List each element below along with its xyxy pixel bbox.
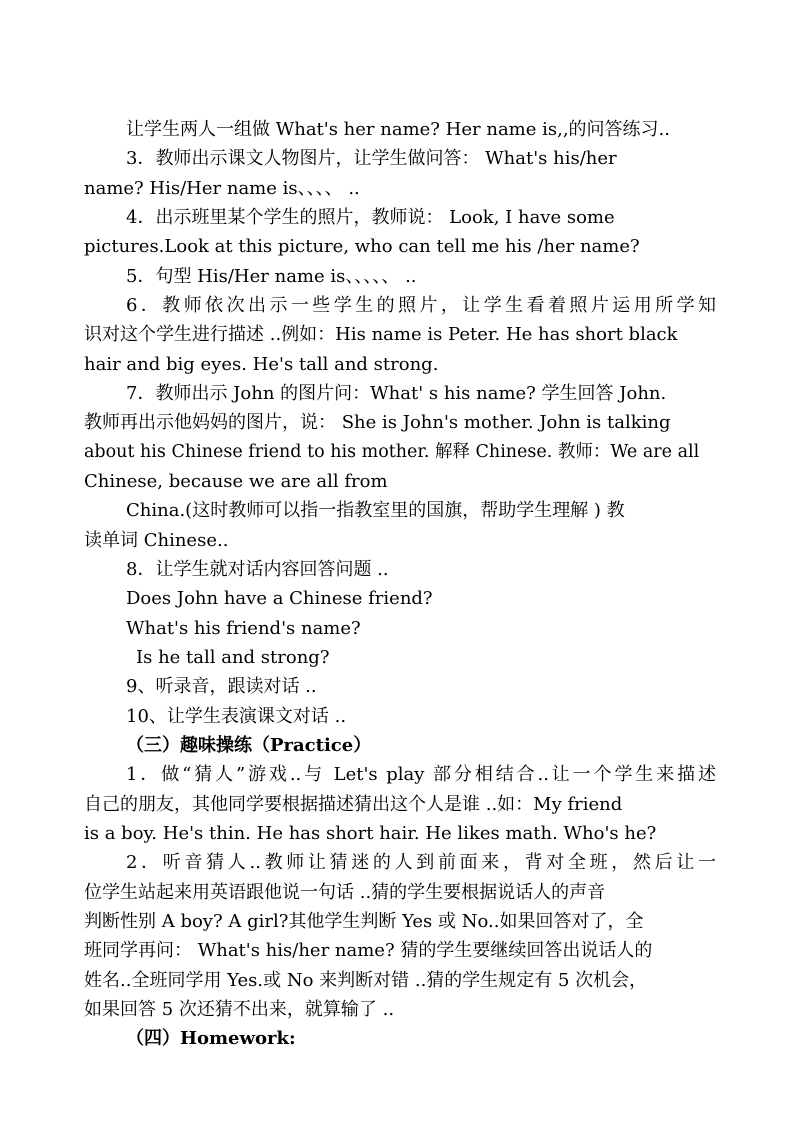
text-line: 如果回答 5 次还猜不出来，就算输了 .. [84, 999, 395, 1020]
text-line: China.(这时教师可以指一指教室里的国旗，帮助学生理解 ) 教 [126, 500, 625, 521]
text-line: 1．做“猜人”游戏..与 Let's play 部分相结合..让一个学生来描述 [126, 764, 716, 785]
text-line: 4．出示班里某个学生的照片，教师说： Look, I have some [126, 207, 615, 228]
text-line: Chinese, because we are all from [84, 471, 388, 492]
text-line: 10、让学生表演课文对话 .. [126, 706, 347, 727]
text-line: hair and big eyes. He's tall and strong. [84, 354, 439, 375]
text-line: about his Chinese friend to his mother. 解释 Chinese. 教师：We are all [84, 442, 700, 462]
text-line: Is he tall and strong? [136, 647, 330, 668]
text-line: 7．教师出示 John 的图片问：What' s his name? 学生回答 John. [126, 383, 667, 404]
text-line: 9、听录音，跟读对话 .. [126, 676, 317, 697]
text-line: Does John have a Chinese friend? [126, 588, 433, 609]
text-line: 识对这个学生进行描述 ..例如：His name is Peter. He has short black [84, 324, 678, 345]
section-heading-practice: （三）趣味操练（Practice） [126, 735, 372, 756]
text-line: pictures.Look at this picture, who can tell me his /her name? [84, 236, 640, 257]
text-line: 自己的朋友，其他同学要根据描述猜出这个人是谁 ..如：My friend [84, 794, 623, 815]
text-line: 班同学再问： What's his/her name? 猜的学生要继续回答出说话人的 [84, 940, 653, 961]
text-line: 让学生两人一组做 What's her name? Her name is,,的问答练习.. [126, 119, 670, 140]
text-line: What's his friend's name? [126, 618, 361, 639]
text-line: is a boy. He's thin. He has short hair. He likes math. Who's he? [84, 823, 657, 844]
text-line: 姓名..全班同学用 Yes.或 No 来判断对错 ..猜的学生规定有 5 次机会， [84, 970, 648, 991]
text-line: 读单词 Chinese.. [84, 530, 229, 551]
section-heading-homework: （四）Homework: [126, 1028, 296, 1049]
text-line: 教师再出示他妈妈的图片，说： She is John's mother. John is talking [84, 412, 671, 433]
text-line: name? His/Her name is、、、、 .. [84, 178, 360, 199]
text-line: 8．让学生就对话内容回答问题 .. [126, 559, 389, 580]
text-line: 判断性别 A boy? A girl?其他学生判断 Yes 或 No..如果回答对了，全 [84, 911, 644, 932]
text-line: 6．教师依次出示一些学生的照片，让学生看着照片运用所学知 [126, 295, 716, 316]
text-line: 5．句型 His/Her name is、、、、、 .. [126, 266, 417, 287]
text-line: 3．教师出示课文人物图片，让学生做问答： What's his/her [126, 148, 617, 169]
text-line: 2．听音猜人..教师让猜迷的人到前面来，背对全班，然后让一 [126, 852, 716, 873]
text-line: 位学生站起来用英语跟他说一句话 ..猜的学生要根据说话人的声音 [84, 882, 606, 903]
